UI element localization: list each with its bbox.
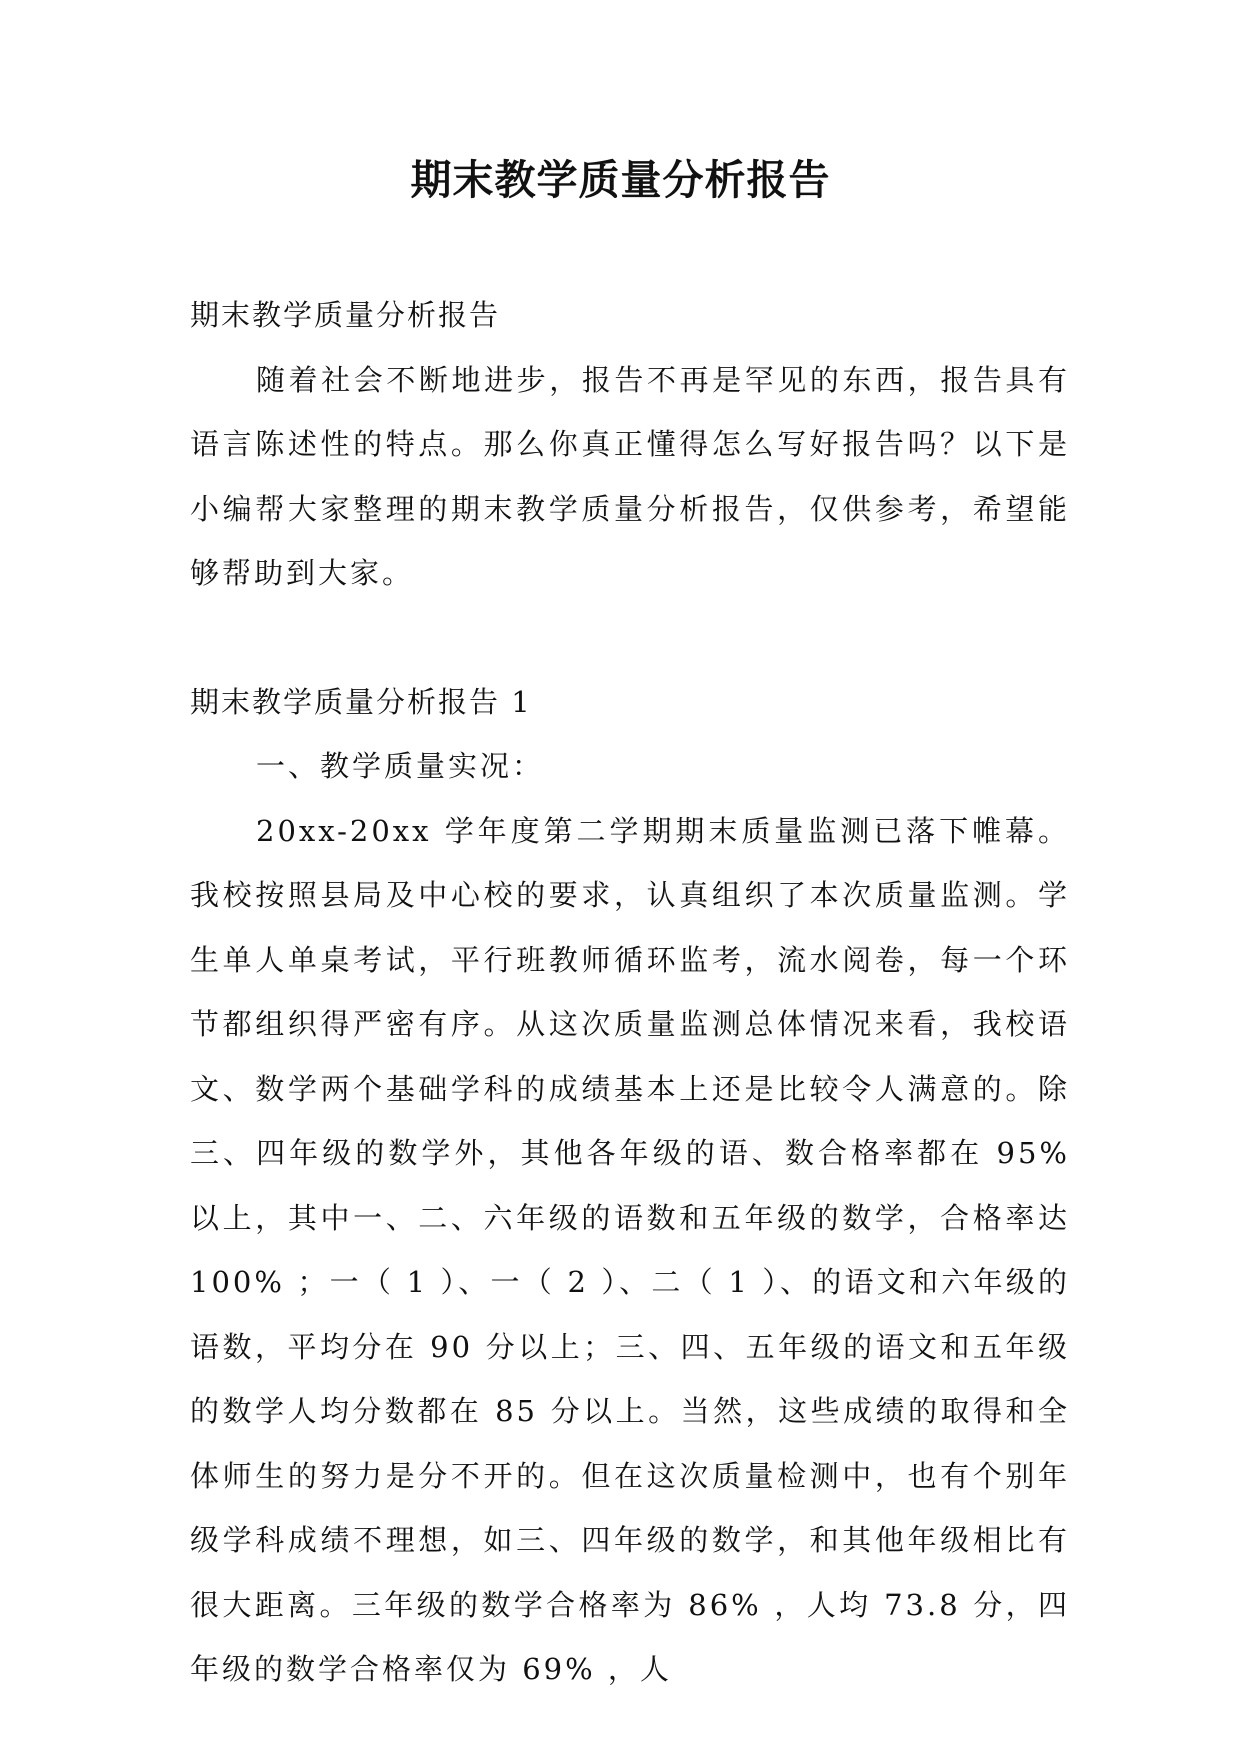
section-heading: 期末教学质量分析报告 1 <box>190 684 532 719</box>
document-body <box>190 283 1070 1702</box>
intro-heading: 期末教学质量分析报告 <box>190 298 501 332</box>
section-paragraph: 20xx-20xx 学年度第二学期期末质量监测已落下帷幕。我校按照县局及中心校的要求，认真组织了本次质量监测。学生单人单桌考试，平行班教师循环监考，流水阅卷，每一个环节都组织得严密有序。从这次质量监测总体情况来看，我校语文、数学两个基础学科的成绩基本上还是比较令人满意的。除三、四年级的数学外，其他各年级的语、数合格率都在 95% 以上，其中一、二、六年级的语数和五年级的数学，合格率达 100% ；一（ 1 ）、一（ 2 ）、二（ 1 ）、的语文和六年级的语数，平均分在 90 分以上；三、四、五年级的语文和五年级的数学人均分数都在 85 分以上。当然，这些成绩的取得和全体师生的努力是分不开的。但在这次质量检测中，也有个别年级学科成绩不理想，如三、四年级的数学，和其他年级相比有很大距离。三年级的数学合格率为 86% ，人均 73.8 分，四年级的数学合格率仅为 69% ，人 <box>190 813 1070 1686</box>
intro-paragraph: 随着社会不断地进步，报告不再是罕见的东西，报告具有语言陈述性的特点。那么你真正懂得怎么写好报告吗？以下是小编帮大家整理的期末教学质量分析报告，仅供参考，希望能够帮助到大家。 <box>190 362 1070 590</box>
subsection-heading: 一、教学质量实况： <box>256 749 545 783</box>
document-title: 期末教学质量分析报告 <box>410 156 831 204</box>
